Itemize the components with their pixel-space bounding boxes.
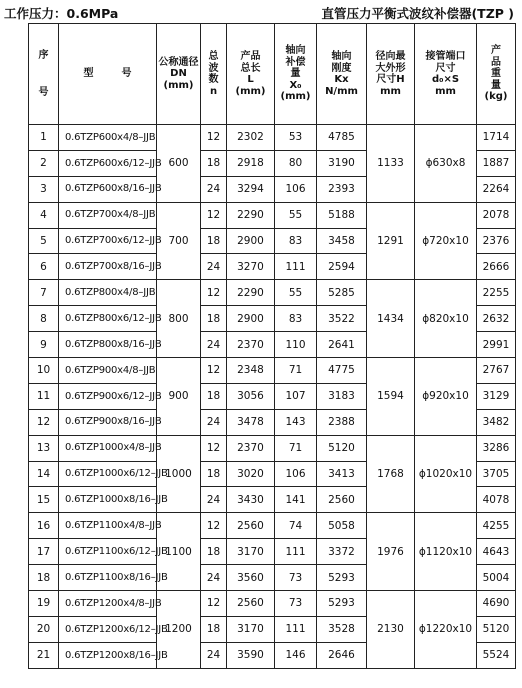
cell-radial-size: 1291 <box>367 202 415 280</box>
cell-waves: 18 <box>201 616 227 642</box>
cell-waves: 12 <box>201 591 227 617</box>
cell-axial-stiffness: 4775 <box>317 358 367 384</box>
table-body <box>29 125 516 669</box>
cell-pipe-end: ϕ920x10 <box>415 358 477 436</box>
cell-no: 11 <box>29 383 59 409</box>
cell-weight: 3286 <box>477 435 516 461</box>
col-header-pipe-end <box>415 24 477 125</box>
col-header-line: 量 <box>290 68 301 80</box>
col-header-weight <box>477 24 516 125</box>
cell-axial-stiffness: 2641 <box>317 332 367 358</box>
cell-waves: 24 <box>201 332 227 358</box>
col-header-line: 数 <box>208 74 219 85</box>
cell-pipe-end: ϕ1220x10 <box>415 591 477 669</box>
cell-model: 0.6TZP1000x4/8–JJB <box>59 435 157 461</box>
cell-waves: 24 <box>201 176 227 202</box>
cell-weight: 1887 <box>477 150 516 176</box>
cell-model: 0.6TZP700x4/8–JJB <box>59 202 157 228</box>
cell-no: 4 <box>29 202 59 228</box>
cell-weight: 2264 <box>477 176 516 202</box>
cell-no: 20 <box>29 616 59 642</box>
cell-waves: 18 <box>201 383 227 409</box>
cell-weight: 3482 <box>477 409 516 435</box>
cell-no: 6 <box>29 254 59 280</box>
cell-model: 0.6TZP900x4/8–JJB <box>59 358 157 384</box>
cell-model: 0.6TZP800x4/8–JJB <box>59 280 157 306</box>
col-header-model-text <box>70 68 146 79</box>
col-header-line: n <box>209 85 218 97</box>
cell-axial-comp: 143 <box>275 409 317 435</box>
cell-waves: 24 <box>201 409 227 435</box>
cell-no: 18 <box>29 565 59 591</box>
table-row <box>29 125 516 151</box>
cell-waves: 12 <box>201 202 227 228</box>
cell-axial-stiffness: 3522 <box>317 306 367 332</box>
cell-axial-comp: 107 <box>275 383 317 409</box>
cell-length: 2900 <box>227 306 275 332</box>
cell-axial-comp: 55 <box>275 202 317 228</box>
cell-axial-comp: 53 <box>275 125 317 151</box>
cell-weight: 4078 <box>477 487 516 513</box>
cell-axial-comp: 71 <box>275 358 317 384</box>
col-header-line: d₀×S <box>431 74 460 85</box>
cell-length: 3560 <box>227 565 275 591</box>
cell-axial-comp: 73 <box>275 565 317 591</box>
cell-axial-stiffness: 3528 <box>317 616 367 642</box>
col-header-line: 尺寸 <box>435 62 456 74</box>
cell-axial-comp: 106 <box>275 176 317 202</box>
table-row <box>29 435 516 461</box>
cell-dn: 900 <box>157 358 201 436</box>
cell-pipe-end: ϕ1020x10 <box>415 435 477 513</box>
cell-radial-size: 1976 <box>367 513 415 591</box>
cell-length: 3590 <box>227 642 275 668</box>
cell-weight: 5120 <box>477 616 516 642</box>
cell-dn: 1100 <box>157 513 201 591</box>
cell-radial-size: 1133 <box>367 125 415 203</box>
cell-waves: 18 <box>201 150 227 176</box>
cell-model: 0.6TZP1000x6/12–JJB <box>59 461 157 487</box>
col-header-line: 序 <box>38 49 49 61</box>
col-header-dn <box>157 24 201 125</box>
cell-model: 0.6TZP800x6/12–JJB <box>59 306 157 332</box>
col-header-axial-stiffness <box>317 24 367 125</box>
cell-axial-comp: 73 <box>275 591 317 617</box>
col-header-length <box>227 24 275 125</box>
cell-axial-stiffness: 3413 <box>317 461 367 487</box>
table-title: 直管压力平衡式波纹补偿器(TZP ) <box>321 6 514 21</box>
cell-model: 0.6TZP1100x8/16–JJB <box>59 565 157 591</box>
cell-no: 8 <box>29 306 59 332</box>
cell-no: 13 <box>29 435 59 461</box>
cell-length: 2348 <box>227 358 275 384</box>
cell-model: 0.6TZP700x6/12–JJB <box>59 228 157 254</box>
cell-length: 3478 <box>227 409 275 435</box>
cell-axial-stiffness: 3458 <box>317 228 367 254</box>
col-header-line: 轴向 <box>331 51 352 62</box>
cell-waves: 18 <box>201 228 227 254</box>
cell-weight: 2767 <box>477 358 516 384</box>
cell-length: 2560 <box>227 591 275 617</box>
cell-axial-stiffness: 2388 <box>317 409 367 435</box>
table-row <box>29 202 516 228</box>
cell-model: 0.6TZP700x8/16–JJB <box>59 254 157 280</box>
cell-axial-comp: 74 <box>275 513 317 539</box>
cell-model: 0.6TZP900x8/16–JJB <box>59 409 157 435</box>
cell-length: 2302 <box>227 125 275 151</box>
cell-waves: 18 <box>201 306 227 332</box>
cell-length: 2560 <box>227 513 275 539</box>
col-header-line: (mm) <box>280 91 311 103</box>
col-header-line: 总 <box>208 51 219 62</box>
cell-length: 3294 <box>227 176 275 202</box>
cell-length: 3270 <box>227 254 275 280</box>
cell-axial-stiffness: 4785 <box>317 125 367 151</box>
cell-axial-comp: 141 <box>275 487 317 513</box>
cell-model: 0.6TZP1100x4/8–JJB <box>59 513 157 539</box>
cell-waves: 24 <box>201 642 227 668</box>
cell-model: 0.6TZP600x4/8–JJB <box>59 125 157 151</box>
col-header-line: (mm) <box>235 85 266 97</box>
cell-no: 3 <box>29 176 59 202</box>
col-header-line: 总长 <box>240 62 261 74</box>
table-row <box>29 358 516 384</box>
table-row <box>29 591 516 617</box>
cell-length: 2370 <box>227 435 275 461</box>
cell-no: 21 <box>29 642 59 668</box>
col-header-line: 补偿 <box>285 56 306 68</box>
col-header-line: 量 <box>491 79 501 91</box>
cell-axial-stiffness: 2560 <box>317 487 367 513</box>
cell-radial-size: 1594 <box>367 358 415 436</box>
cell-axial-stiffness: 3190 <box>317 150 367 176</box>
cell-model: 0.6TZP800x8/16–JJB <box>59 332 157 358</box>
cell-axial-stiffness: 5120 <box>317 435 367 461</box>
cell-waves: 18 <box>201 539 227 565</box>
cell-dn: 1200 <box>157 591 201 669</box>
col-header-line: (kg) <box>484 91 508 103</box>
cell-pipe-end: ϕ820x10 <box>415 280 477 358</box>
cell-model: 0.6TZP1100x6/12–JJB <box>59 539 157 565</box>
cell-no: 14 <box>29 461 59 487</box>
cell-axial-comp: 146 <box>275 642 317 668</box>
cell-axial-comp: 111 <box>275 539 317 565</box>
col-header-line: DN <box>170 68 187 80</box>
cell-weight: 3129 <box>477 383 516 409</box>
cell-axial-stiffness: 2646 <box>317 642 367 668</box>
working-pressure-label: 工作压力：0.6MPa <box>4 6 119 21</box>
cell-no: 19 <box>29 591 59 617</box>
col-header-line: mm <box>380 85 401 97</box>
table-row <box>29 280 516 306</box>
cell-waves: 24 <box>201 254 227 280</box>
cell-no: 16 <box>29 513 59 539</box>
cell-axial-stiffness: 3372 <box>317 539 367 565</box>
cell-waves: 12 <box>201 280 227 306</box>
col-header-line: L <box>247 74 254 85</box>
col-header-line: 公称通径 <box>158 56 199 68</box>
cell-weight: 2376 <box>477 228 516 254</box>
cell-no: 5 <box>29 228 59 254</box>
col-header-no <box>29 24 59 125</box>
cell-radial-size: 2130 <box>367 591 415 669</box>
cell-length: 3170 <box>227 539 275 565</box>
cell-weight: 3705 <box>477 461 516 487</box>
cell-axial-comp: 111 <box>275 616 317 642</box>
cell-weight: 5004 <box>477 565 516 591</box>
cell-model: 0.6TZP1200x6/12–JJB <box>59 616 157 642</box>
table-row <box>29 513 516 539</box>
cell-axial-comp: 111 <box>275 254 317 280</box>
cell-waves: 18 <box>201 461 227 487</box>
cell-weight: 2078 <box>477 202 516 228</box>
col-header-line: (mm) <box>163 79 194 91</box>
col-header-line: 重 <box>491 68 501 80</box>
cell-no: 7 <box>29 280 59 306</box>
cell-pipe-end: ϕ630x8 <box>415 125 477 203</box>
cell-axial-stiffness: 5058 <box>317 513 367 539</box>
cell-dn: 700 <box>157 202 201 280</box>
cell-axial-stiffness: 5293 <box>317 591 367 617</box>
cell-weight: 2255 <box>477 280 516 306</box>
cell-waves: 12 <box>201 513 227 539</box>
col-header-line: Kx <box>334 74 349 85</box>
cell-no: 2 <box>29 150 59 176</box>
cell-waves: 12 <box>201 125 227 151</box>
cell-length: 3056 <box>227 383 275 409</box>
cell-weight: 1714 <box>477 125 516 151</box>
col-header-line: 径向最 <box>375 51 406 62</box>
col-header-line: mm <box>435 85 456 97</box>
col-header-line: 波 <box>208 62 219 74</box>
col-header-line: X₀ <box>289 79 302 91</box>
cell-axial-stiffness: 5188 <box>317 202 367 228</box>
cell-no: 12 <box>29 409 59 435</box>
cell-waves: 12 <box>201 435 227 461</box>
col-header-axial-comp <box>275 24 317 125</box>
cell-weight: 5524 <box>477 642 516 668</box>
cell-weight: 4643 <box>477 539 516 565</box>
cell-waves: 12 <box>201 358 227 384</box>
cell-length: 2900 <box>227 228 275 254</box>
cell-radial-size: 1768 <box>367 435 415 513</box>
col-header-line: 接管端口 <box>425 51 466 62</box>
cell-axial-comp: 80 <box>275 150 317 176</box>
cell-weight: 4255 <box>477 513 516 539</box>
cell-dn: 600 <box>157 125 201 203</box>
cell-no: 15 <box>29 487 59 513</box>
cell-no: 10 <box>29 358 59 384</box>
cell-axial-comp: 71 <box>275 435 317 461</box>
cell-length: 3430 <box>227 487 275 513</box>
cell-no: 17 <box>29 539 59 565</box>
cell-model: 0.6TZP1200x8/16–JJB <box>59 642 157 668</box>
cell-axial-comp: 83 <box>275 306 317 332</box>
col-header-model <box>59 24 157 125</box>
cell-axial-stiffness: 2393 <box>317 176 367 202</box>
spec-table <box>28 23 516 669</box>
cell-weight: 4690 <box>477 591 516 617</box>
cell-length: 2290 <box>227 202 275 228</box>
cell-axial-stiffness: 5293 <box>317 565 367 591</box>
cell-pipe-end: ϕ1120x10 <box>415 513 477 591</box>
cell-model: 0.6TZP900x6/12–JJB <box>59 383 157 409</box>
cell-dn: 1000 <box>157 435 201 513</box>
cell-model: 0.6TZP600x6/12–JJB <box>59 150 157 176</box>
col-header-line: 刚度 <box>331 62 352 74</box>
cell-model: 0.6TZP600x8/16–JJB <box>59 176 157 202</box>
cell-weight: 2991 <box>477 332 516 358</box>
cell-radial-size: 1434 <box>367 280 415 358</box>
col-header-line: 号 <box>121 68 132 80</box>
cell-model: 0.6TZP1000x8/16–JJB <box>59 487 157 513</box>
cell-length: 2290 <box>227 280 275 306</box>
cell-weight: 2632 <box>477 306 516 332</box>
cell-length: 3020 <box>227 461 275 487</box>
col-header-line: 号 <box>38 87 49 98</box>
col-header-line: 产 <box>491 45 501 57</box>
col-header-line: 尺寸H <box>376 74 405 85</box>
cell-axial-stiffness: 3183 <box>317 383 367 409</box>
cell-length: 2918 <box>227 150 275 176</box>
cell-length: 3170 <box>227 616 275 642</box>
cell-axial-comp: 83 <box>275 228 317 254</box>
col-header-radial-size <box>367 24 415 125</box>
col-header-line: 品 <box>491 56 501 68</box>
col-header-line: 产品 <box>240 51 261 62</box>
cell-axial-comp: 106 <box>275 461 317 487</box>
cell-model: 0.6TZP1200x4/8–JJB <box>59 591 157 617</box>
cell-dn: 800 <box>157 280 201 358</box>
cell-no: 1 <box>29 125 59 151</box>
cell-axial-comp: 110 <box>275 332 317 358</box>
cell-axial-comp: 55 <box>275 280 317 306</box>
cell-axial-stiffness: 2594 <box>317 254 367 280</box>
col-header-line: N/mm <box>325 85 358 97</box>
cell-weight: 2666 <box>477 254 516 280</box>
col-header-line: 大外形 <box>375 62 406 74</box>
cell-pipe-end: ϕ720x10 <box>415 202 477 280</box>
col-header-line: 型 <box>83 68 94 80</box>
cell-no: 9 <box>29 332 59 358</box>
cell-length: 2370 <box>227 332 275 358</box>
cell-waves: 24 <box>201 487 227 513</box>
header-row <box>29 24 516 125</box>
cell-waves: 24 <box>201 565 227 591</box>
col-header-line: 轴向 <box>285 45 306 57</box>
cell-axial-stiffness: 5285 <box>317 280 367 306</box>
col-header-waves <box>201 24 227 125</box>
